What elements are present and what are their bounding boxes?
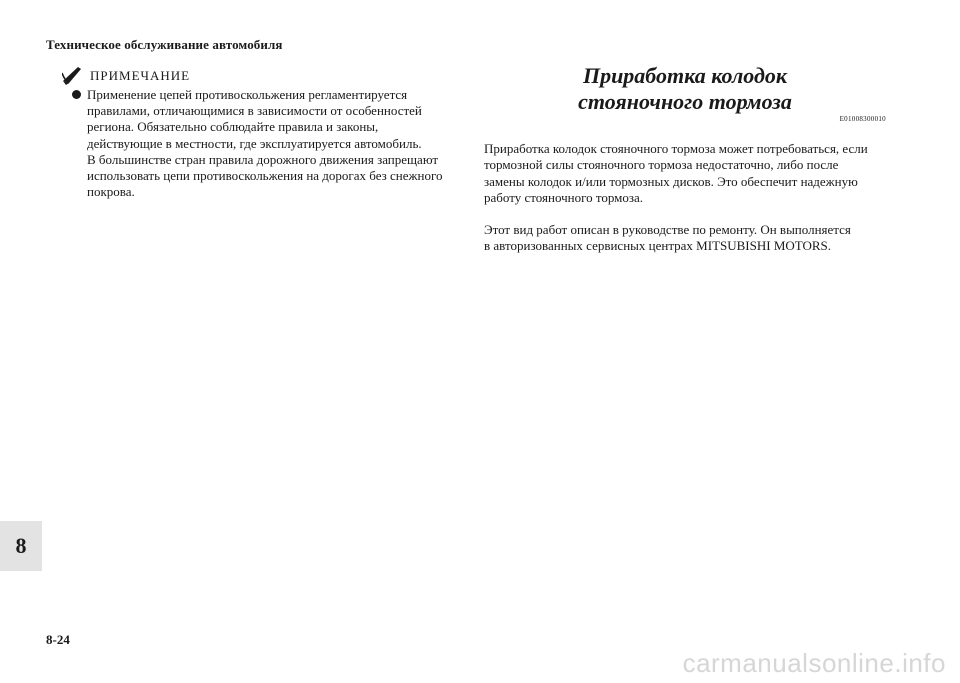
section-paragraph-2: Этот вид работ описан в руководстве по ремонту. Он выполняется в авторизованных сервисных центрах MITSUBISHI MOTORS. <box>484 222 851 254</box>
page-header: Техническое обслуживание автомобиля <box>46 37 283 52</box>
section-body <box>484 125 894 271</box>
note-body <box>72 87 462 200</box>
note-paragraph-1: Применение цепей противоскольжения регламентируется правилами, отличающимися в зависимости от особенностей региона. Обязательно соблюдайте правила и законы, действующие в местности, где эксплуатируется автомобиль. <box>87 87 422 151</box>
note-bullet-item <box>72 87 462 200</box>
section-title: Приработка колодок стояночного тормоза <box>578 63 792 114</box>
note-paragraph-2: В большинстве стран правила дорожного движения запрещают использовать цепи противоскольжения на дорогах без снежного покрова. <box>87 151 443 200</box>
page-number: 8-24 <box>46 632 70 647</box>
section-paragraph-1: Приработка колодок стояночного тормоза может потребоваться, если тормозной силы стояночного тормоза недостаточно, либо после замены колодок и/или тормозных дисков. Это обеспечит надежную работу стояночного тормоза. <box>484 141 868 205</box>
note-pencil-icon <box>62 67 82 85</box>
note-label: ПРИМЕЧАНИЕ <box>90 68 191 83</box>
chapter-tab: 8 <box>0 521 42 571</box>
section-code: E01008300010 <box>839 115 886 123</box>
bullet-icon <box>72 90 81 99</box>
note-heading <box>62 67 190 85</box>
watermark: carmanualsonline.info <box>682 648 946 678</box>
